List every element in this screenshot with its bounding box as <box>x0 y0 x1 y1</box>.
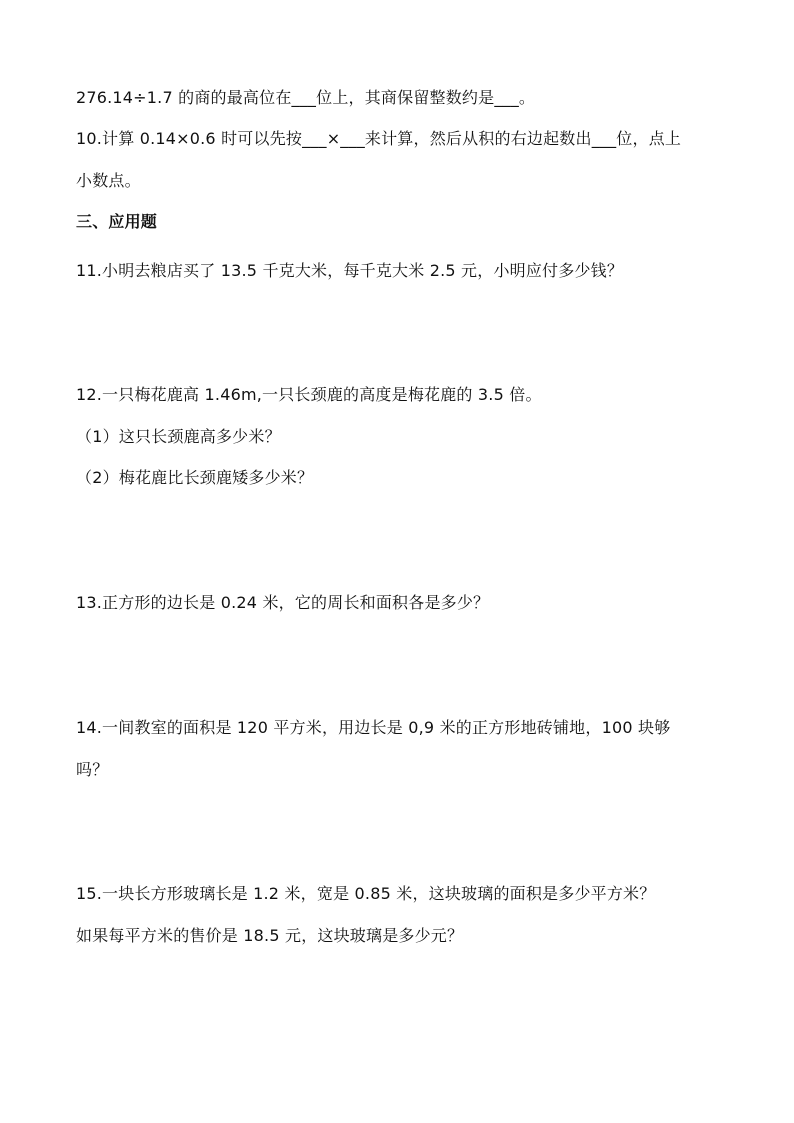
question-9-continuation: 276.14÷1.7 的商的最高位在___位上，其商保留整数约是___。 <box>76 88 536 107</box>
question-10-line-1: 10.计算 0.14×0.6 时可以先按___×___来计算，然后从积的右边起数出___位，点上 <box>76 129 682 148</box>
question-11: 11.小明去粮店买了 13.5 千克大米，每千克大米 2.5 元，小明应付多少钱？ <box>76 261 624 280</box>
question-13: 13.正方形的边长是 0.24 米，它的周长和面积各是多少？ <box>76 593 490 612</box>
question-12: 12.一只梅花鹿高 1.46m,一只长颈鹿的高度是梅花鹿的 3.5 倍。 <box>76 385 542 404</box>
question-15-line-1: 15.一块长方形玻璃长是 1.2 米，宽是 0.85 米，这块玻璃的面积是多少平方米？ <box>76 884 656 903</box>
section-heading-applications: 三、应用题 <box>76 212 158 231</box>
question-10-line-2: 小数点。 <box>76 171 141 190</box>
question-15-line-2: 如果每平方米的售价是 18.5 元，这块玻璃是多少元？ <box>76 926 464 945</box>
question-12-part-2: （2）梅花鹿比长颈鹿矮多少米？ <box>76 468 314 487</box>
question-14-line-1: 14.一间教室的面积是 120 平方米，用边长是 0,9 米的正方形地砖铺地，100 块够 <box>76 718 671 737</box>
question-12-part-1: （1）这只长颈鹿高多少米？ <box>76 427 281 446</box>
question-14-line-2: 吗？ <box>76 760 109 779</box>
